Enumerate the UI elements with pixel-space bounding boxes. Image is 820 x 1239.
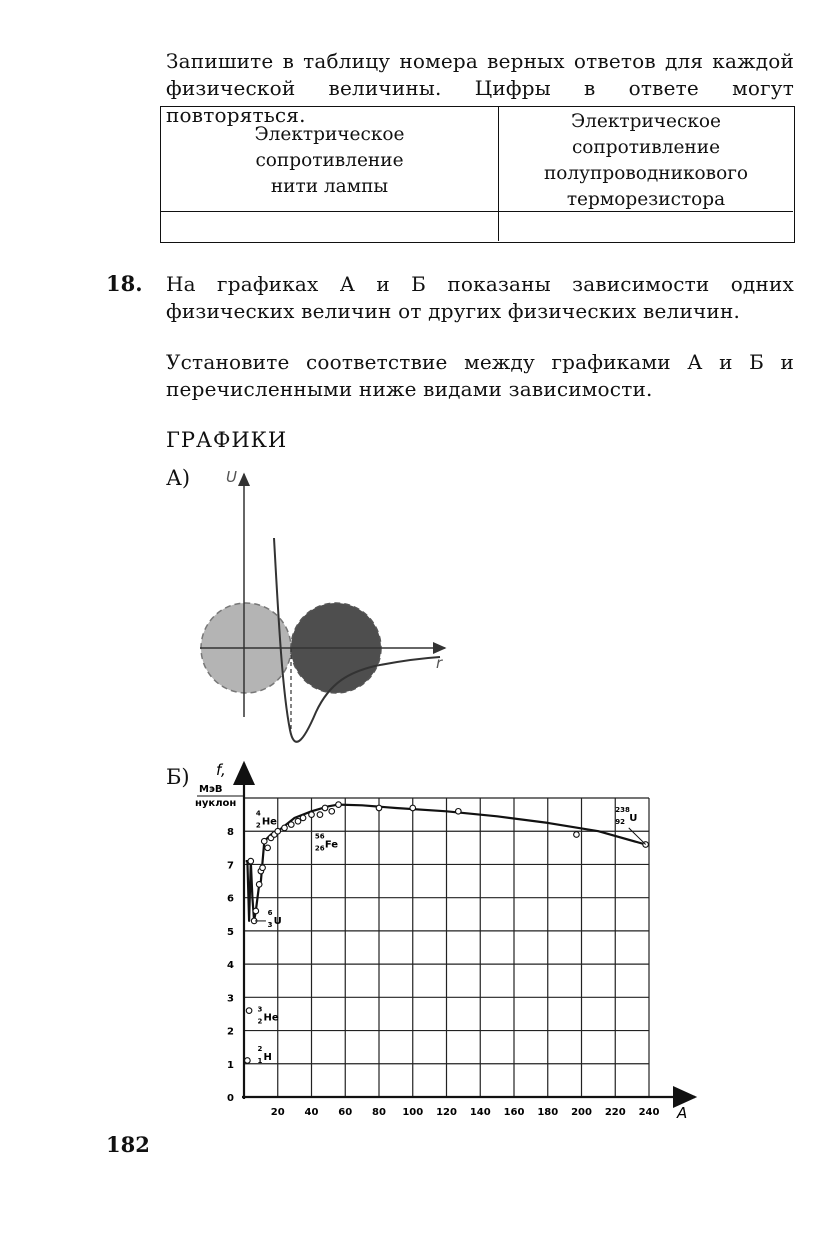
x-tick-label: 180 (537, 1107, 559, 1118)
data-point (300, 815, 306, 821)
nuclide-mass: 2 (257, 1045, 263, 1054)
question-number: 18. (106, 271, 143, 296)
graph-a-x-label: r (436, 654, 443, 672)
nuclide-charge: 2 (255, 821, 261, 830)
nuclide-mass: 238 (615, 805, 630, 814)
nuclide-charge: 3 (267, 920, 273, 929)
data-point (288, 822, 294, 828)
data-point (245, 1058, 251, 1064)
nuclide-symbol: U (629, 812, 638, 824)
question-paragraph-1: На графиках А и Б показаны зависимости одних физических величин от других физических величин. (166, 272, 794, 323)
nuclide-label (615, 806, 637, 826)
page-number: 182 (106, 1132, 150, 1157)
data-point (248, 858, 254, 864)
header-line: терморезистора (566, 189, 726, 210)
data-point (456, 808, 462, 814)
table-header-thermistor (499, 109, 793, 213)
nuclide-symbol: H (263, 1052, 272, 1064)
nuclide-label (315, 833, 338, 853)
section-heading: ГРАФИКИ (166, 428, 288, 452)
header-line: полупроводникового (543, 163, 749, 184)
table-header-lamp (161, 122, 498, 200)
graph-b (190, 755, 710, 1125)
data-point (410, 805, 416, 811)
y-tick-label: 2 (227, 1026, 234, 1038)
question-paragraph-2: Установите соответствие между графиками А и Б и перечисленными ниже видами зависимости. (166, 350, 794, 401)
x-tick-label: 160 (503, 1107, 525, 1118)
data-point (309, 812, 315, 818)
nuclide-label (258, 1005, 279, 1025)
x-tick-label: 60 (338, 1107, 353, 1118)
y-tick-label: 1 (227, 1059, 234, 1071)
data-point (246, 1008, 252, 1014)
data-point (322, 805, 328, 811)
data-point (329, 808, 335, 814)
y-tick-label: 4 (227, 960, 234, 972)
x-tick-label: 140 (469, 1107, 491, 1118)
answer-cell-lamp[interactable] (161, 213, 497, 241)
header-line: сопротивление (571, 137, 721, 158)
data-point (256, 882, 262, 888)
nuclide-symbol: He (263, 1012, 279, 1024)
nuclide-mass: 3 (257, 1005, 263, 1014)
header-line: сопротивление (255, 150, 404, 171)
header-line: Электрическое (254, 124, 405, 145)
x-tick-label: 240 (638, 1107, 660, 1118)
data-point (282, 825, 288, 831)
graph-b-y-label: f, (216, 761, 226, 779)
data-point (295, 818, 301, 824)
x-tick-label: 120 (436, 1107, 457, 1118)
x-tick-label: 80 (372, 1107, 386, 1118)
answer-table (160, 106, 795, 243)
data-point (253, 908, 259, 914)
data-point (261, 838, 267, 844)
y-tick-label: 3 (227, 993, 234, 1005)
binding-energy-curve (246, 805, 646, 921)
y-tick-label: 0 (227, 1093, 234, 1104)
data-point (336, 802, 342, 808)
data-point (376, 805, 382, 811)
x-tick-label: 40 (304, 1107, 319, 1118)
graph-a-y-label: U (226, 468, 237, 486)
nuclide-symbol: Fe (324, 839, 339, 851)
nuclide-label (268, 909, 282, 929)
y-tick-label: 6 (227, 893, 234, 905)
data-point (265, 845, 271, 851)
header-line: Электрическое (570, 111, 721, 132)
y-tick-label: 5 (227, 926, 234, 938)
header-line: нити лампы (270, 176, 389, 197)
data-point (574, 832, 580, 838)
nuclide-label (258, 1045, 272, 1065)
graph-b-x-label: A (677, 1104, 688, 1122)
nuclide-charge: 2 (257, 1017, 263, 1026)
graph-b-label: Б) (166, 765, 190, 789)
nuclide-mass: 4 (255, 809, 261, 818)
nuclide-label (256, 809, 277, 829)
x-tick-label: 100 (402, 1107, 424, 1118)
data-point (317, 812, 323, 818)
nuclide-mass: 6 (267, 908, 273, 917)
data-point (260, 865, 266, 871)
x-tick-label: 20 (270, 1107, 285, 1118)
x-tick-label: 200 (571, 1107, 592, 1118)
nuclide-charge: 92 (615, 817, 625, 826)
intro-text: Запишите в таблицу номера верных ответов для каждой физической величины. Цифры в ответе могут повторяться. (166, 49, 794, 127)
answer-cell-thermistor[interactable] (500, 213, 793, 241)
nuclide-symbol: U (273, 915, 282, 927)
y-tick-label: 7 (227, 860, 234, 872)
y-tick-label: 8 (227, 827, 234, 839)
x-tick-label: 220 (604, 1107, 626, 1118)
graph-a-label: А) (166, 466, 191, 490)
graph-a (190, 460, 470, 760)
nuclide-mass: 56 (314, 832, 325, 841)
nuclide-charge: 26 (314, 844, 325, 853)
nuclide-symbol: He (261, 816, 277, 828)
data-point (275, 828, 281, 834)
graph-b-y-unit-num: МэВ (199, 784, 223, 795)
graph-b-y-unit-den: нуклон (195, 798, 237, 809)
nuclide-charge: 1 (257, 1057, 263, 1066)
